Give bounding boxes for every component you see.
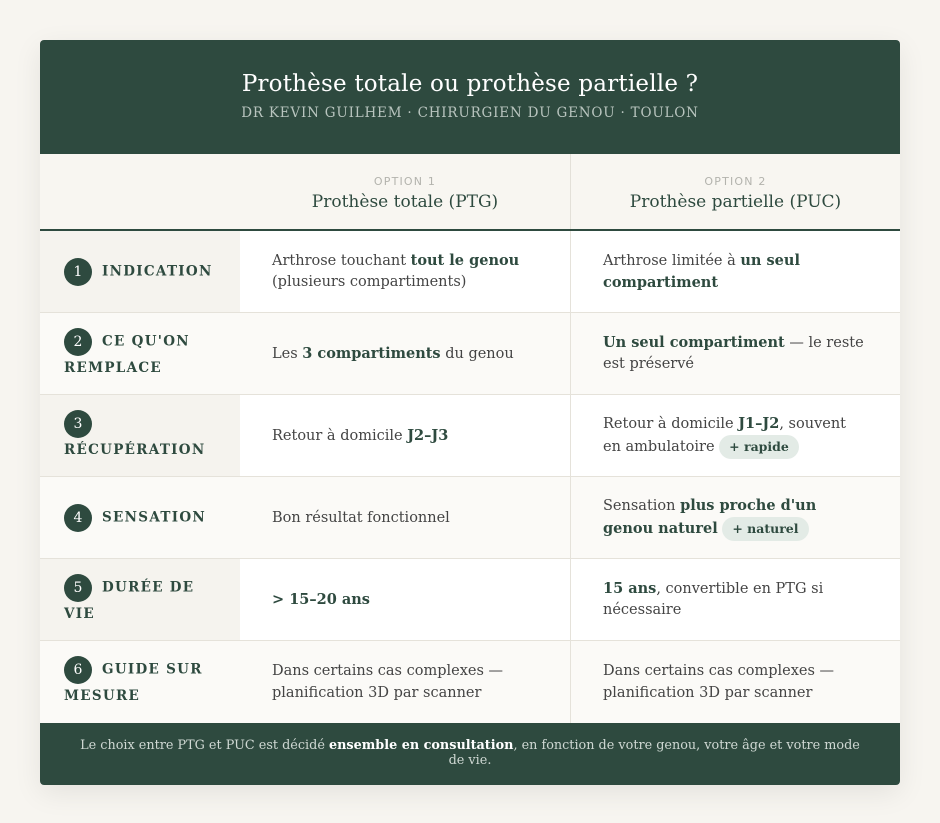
table-row bbox=[40, 559, 900, 641]
table-row bbox=[40, 395, 900, 477]
row-label bbox=[40, 641, 240, 723]
footer-bold-text: ensemble en consultation bbox=[328, 738, 514, 753]
cell-text: Bon résultat fonctionnel bbox=[272, 509, 450, 526]
cell-bold-text: J2–J3 bbox=[407, 426, 449, 444]
row-label-text: GUIDE SUR MESURE bbox=[64, 661, 203, 704]
cell-text: Sensation bbox=[603, 497, 681, 514]
row-label bbox=[40, 313, 240, 394]
ptg-cell bbox=[240, 477, 570, 558]
table-row bbox=[40, 231, 900, 313]
column-header-ptg bbox=[240, 154, 570, 229]
option-label: OPTION 1 bbox=[373, 175, 437, 188]
option-name: Prothèse partielle (PUC) bbox=[629, 192, 842, 212]
cell-bold-text: un seul compartiment bbox=[603, 251, 800, 291]
cell-bold-text: tout le genou bbox=[410, 252, 520, 269]
page-subtitle: DR KEVIN GUILHEM · CHIRURGIEN DU GENOU · TOULON bbox=[241, 105, 699, 121]
column-headers bbox=[40, 154, 900, 231]
cell-bold-text: 15 ans bbox=[603, 580, 657, 597]
cell-text: du genou bbox=[440, 345, 514, 362]
row-label bbox=[40, 231, 240, 312]
row-label-text: RÉCUPÉRATION bbox=[64, 441, 206, 458]
row-label-text: DURÉE DE VIE bbox=[64, 579, 195, 622]
table-row bbox=[40, 477, 900, 559]
column-header-empty bbox=[40, 154, 240, 229]
row-number-badge: 4 bbox=[64, 504, 92, 532]
cell-bold-text: Un seul compartiment bbox=[603, 334, 785, 351]
cell-bold-text: J1–J2 bbox=[738, 414, 780, 432]
cell-text: Retour à domicile bbox=[603, 415, 739, 432]
row-label-text: CE QU'ON REMPLACE bbox=[64, 333, 190, 376]
puc-cell bbox=[570, 395, 900, 476]
cell-text: (plusieurs compartiments) bbox=[272, 274, 467, 290]
page-title: Prothèse totale ou prothèse partielle ? bbox=[241, 71, 699, 97]
cell-bold-text: 3 compartiments bbox=[302, 344, 441, 362]
row-label bbox=[40, 559, 240, 640]
row-label-text: INDICATION bbox=[102, 263, 213, 279]
row-label-text: SENSATION bbox=[102, 509, 207, 525]
cell-bold-text: > 15–20 ans bbox=[272, 590, 370, 608]
ptg-cell bbox=[240, 641, 570, 723]
row-number-badge: 3 bbox=[64, 410, 92, 438]
ptg-cell bbox=[240, 559, 570, 640]
puc-cell bbox=[570, 231, 900, 312]
cell-text: Retour à domicile bbox=[272, 427, 408, 444]
puc-cell bbox=[570, 477, 900, 558]
puc-cell bbox=[570, 313, 900, 394]
puc-cell bbox=[570, 641, 900, 723]
table-row bbox=[40, 641, 900, 723]
cell-bold-text: plus proche d'un genou naturel bbox=[603, 496, 817, 537]
cell-text: , souvent en ambulatoire bbox=[603, 415, 847, 455]
table-row bbox=[40, 313, 900, 395]
advantage-badge: + naturel bbox=[722, 517, 808, 541]
option-name: Prothèse totale (PTG) bbox=[311, 192, 499, 212]
row-number-badge: 1 bbox=[64, 258, 92, 286]
column-header-puc bbox=[570, 154, 900, 229]
row-label bbox=[40, 477, 240, 558]
cell-text: Dans certains cas complexes — planification 3D par scanner bbox=[272, 662, 504, 701]
cell-text: — le reste est préservé bbox=[603, 335, 864, 372]
ptg-cell bbox=[240, 231, 570, 312]
cell-text: Dans certains cas complexes — planification 3D par scanner bbox=[603, 662, 835, 701]
footer-note bbox=[40, 723, 900, 785]
advantage-badge: + rapide bbox=[719, 435, 799, 459]
puc-cell bbox=[570, 559, 900, 640]
footer-text: , en fonction de votre genou, votre âge et votre mode de vie. bbox=[448, 738, 860, 768]
comparison-table bbox=[40, 231, 900, 723]
row-number-badge: 2 bbox=[64, 328, 92, 356]
cell-text: Arthrose limitée à bbox=[603, 252, 741, 269]
cell-text: , convertible en PTG si nécessaire bbox=[603, 581, 824, 618]
footer-text: Le choix entre PTG et PUC est décidé bbox=[80, 738, 329, 753]
row-number-badge: 6 bbox=[64, 656, 92, 684]
row-number-badge: 5 bbox=[64, 574, 92, 602]
option-label: OPTION 2 bbox=[704, 175, 767, 188]
cell-text: Arthrose touchant bbox=[272, 253, 411, 269]
row-label bbox=[40, 395, 240, 476]
ptg-cell bbox=[240, 313, 570, 394]
ptg-cell bbox=[240, 395, 570, 476]
cell-text: Les bbox=[272, 345, 303, 362]
comparison-card bbox=[40, 40, 900, 785]
header bbox=[40, 40, 900, 154]
